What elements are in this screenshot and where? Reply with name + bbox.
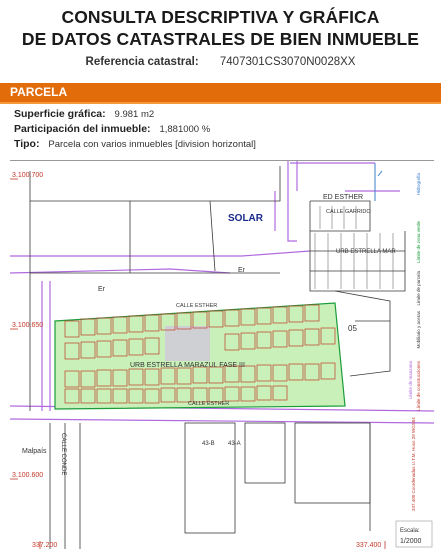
street-ed-esther: ED ESTHER — [323, 194, 364, 201]
mallpais-label: Malpaís — [22, 448, 47, 455]
er-left-label: Er — [98, 286, 105, 293]
tipo-value: Parcela con varios inmuebles [division horizontal] — [48, 139, 256, 150]
superficie-label: Superficie gráfica: — [14, 108, 106, 120]
superficie-row — [14, 108, 154, 120]
er-mid-label: Er — [238, 267, 245, 274]
coord-x-left: 337.200 — [32, 542, 58, 549]
coord-y-mid: 3.100.650 — [12, 322, 44, 329]
title-line-2: DE DATOS CATASTRALES DE BIEN INMUEBLE — [21, 29, 420, 49]
scale-value: 1/2000 — [400, 538, 422, 545]
solar-label: SOLAR — [228, 213, 263, 224]
participacion-label: Participación del inmueble: — [14, 123, 151, 135]
cadastral-reference-value[interactable]: 7407301CS3070N0028XX — [219, 56, 356, 68]
street-urb-estrella: URB ESTRELLA MAR — [336, 249, 396, 255]
plot-43b-label: 43-B — [202, 441, 215, 447]
legend-hidrografia: Hidrografía — [416, 173, 421, 196]
title-line-1: CONSULTA DESCRIPTIVA Y GRÁFICA — [61, 7, 380, 27]
section-header-label: PARCELA — [10, 85, 68, 99]
scale-box — [396, 521, 432, 547]
coord-x-right: 337.400 — [356, 542, 382, 549]
tipo-label: Tipo: — [14, 138, 40, 150]
coord-y-low: 3.100.600 — [12, 472, 44, 479]
cadastral-reference — [0, 56, 441, 68]
street-urb-estrella-fase: URB ESTRELLA MARAZUL FASE III — [130, 362, 245, 369]
participacion-value: 1,881000 % — [159, 124, 211, 135]
street-calle-conde: CALLE CONDE — [60, 433, 66, 476]
superficie-value: 9.981 m2 — [114, 109, 155, 120]
scale-label: Escala: — [400, 528, 420, 534]
selected-parcel[interactable] — [55, 303, 345, 409]
legend-mobiliario: Mobiliario y aceras — [416, 311, 421, 349]
cadastral-reference-label: Referencia catastral: — [85, 56, 199, 68]
section-header-parcela — [0, 83, 441, 104]
legend-construcciones: Límite de construcciones — [416, 361, 421, 411]
participacion-row — [14, 123, 210, 135]
cadastral-map[interactable] — [10, 160, 434, 549]
coord-y-top: 3.100.700 — [12, 172, 44, 179]
street-calle-garrido: CALLE GARRIDO — [326, 209, 371, 215]
legend-manzana: Límite de manzana — [408, 361, 413, 400]
street-calle-esther-bottom: CALLE ESTHER — [188, 401, 230, 407]
street-calle-esther-top: CALLE ESTHER — [176, 303, 218, 309]
legend-parcela: Límite de parcela — [416, 271, 421, 306]
document-title — [0, 6, 441, 50]
utm-label: 337.400 Coordenadas U.T.M. Huso 28 WGS84 — [411, 417, 416, 511]
plot-43a-label: 43-A — [228, 441, 241, 447]
tipo-row — [14, 138, 256, 150]
legend-zona-verde: Límite de zona verde — [416, 221, 421, 264]
plot-05-label: 05 — [348, 324, 357, 333]
map-canvas[interactable] — [10, 161, 434, 549]
